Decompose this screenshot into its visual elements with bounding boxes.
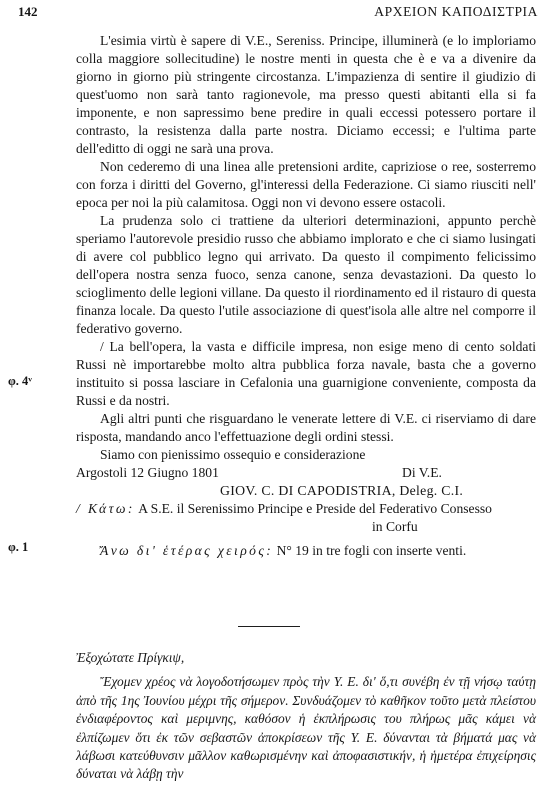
- running-title: ΑΡΧΕΙΟΝ ΚΑΠΟΔΙΣΤΡΙΑ: [374, 4, 538, 19]
- letter-paragraph-2: Non cederemo di una linea alle pretensioni ardite, capriziose o ree, sosterremo con forza i diritti del Governo, gl'interessi della Federazione. Ci siamo riusciti nell' epoca per noi la più calamitosa. Oggi non vi devono essere ostacoli.: [76, 159, 536, 210]
- annotation-line: [76, 542, 536, 560]
- closing-formula: Siamo con pienissimo ossequio e considerazione: [100, 447, 366, 462]
- section-divider: [238, 626, 300, 627]
- margin-folio-4v: φ. 4ᵛ: [8, 374, 33, 388]
- place-date: Argostoli 12 Giugno 1801: [76, 465, 219, 480]
- di-ve: Di V.E.: [402, 465, 442, 480]
- greek-salutation: Ἐξοχώτατε Πρίγκιψ,: [76, 650, 185, 665]
- signature: GIOV. C. DI CAPODISTRIA, Deleg. C.I.: [220, 483, 464, 498]
- letter-paragraph-1: L'esimia virtù è sapere di V.E., Sereniss. Principe, illuminerà (e lo imploriamo colla maggiore sollecitudine) le nostre menti in questa che è e va a divenire da giorno in giorno più stringente circostanza. L'impazienza di sentire il giudizio di quest'uomo non sarà tanto ragionevole, ma presso questi abitanti ella si fa imponente, e non sapressimo bene predire in quali eccessi potessero portare il contrasto, la resistenza dalla parte nostra. Diciamo eccessi; e l'ultima parte dell'editto di oggi ne sarà una prova.: [76, 33, 536, 156]
- annotation-text: N° 19 in tre fogli con inserte venti.: [276, 543, 467, 558]
- address-line: [76, 500, 536, 518]
- page-number: 142: [18, 4, 38, 19]
- italian-letter: [76, 32, 536, 560]
- margin-folio-1: φ. 1: [8, 540, 29, 554]
- annotation-label: Ἄνω δι' ἑτέρας χειρός:: [100, 543, 274, 558]
- letter-paragraph-4: / La bell'opera, la vasta e difficile impresa, non esige meno di cento soldati Russi nè importarebbe molto altra pubblica forza navale, basta che a governo instituito si possa lasciare in Cefalonia una guarnigione conveniente, composta da Russi e da nostri.: [76, 339, 536, 408]
- address-city: in Corfu: [372, 519, 418, 534]
- address-label: / Κάτω:: [76, 501, 135, 516]
- greek-letter: [76, 649, 536, 784]
- place-date-row: [76, 464, 536, 482]
- letter-paragraph-5: Agli altri punti che risguardano le venerate lettere di V.E. ci riserviamo di dare risposta, mandando anco l'effettuazione degli ordini stessi.: [76, 411, 536, 444]
- letter-paragraph-3: La prudenza solo ci trattiene da ulteriori determinazioni, appunto perchè speriamo l'autorevole presidio russo che abbiamo implorato e che ci siamo lusingati di avere col pubblico legno qui arrivato. Da questo il compimento felicissimo dell'opera nostra senza fuoco, senza canone, senza devastazioni. Da questo lo scioglimento delle legioni villane. Da questo il riordinamento ed il ristauro di questa finanza locale. Da questo l'utile associazione di quest'isola alle altre nel comporre il federativo governo.: [76, 213, 536, 336]
- address-text: A S.E. il Serenissimo Principe e Preside del Federativo Consesso: [138, 501, 492, 516]
- greek-paragraph: Ἔχομεν χρέος νὰ λογοδοτήσωμεν πρὸς τὴν Υ. Ε. δι' ὅ,τι συνέβη ἐν τῇ νήσῳ ταύτῃ ἀπὸ τῆς 1ης Ἰουνίου μέχρι τῆς σήμερον. Συνδυάζομεν τὸ καθῆκον τοῦτο μετὰ πλείστου ἐνδιαφέροντος καὶ μεριμνης, καθόσον ἡ ἐκπλήρωσις του πλήρως μᾶς κάμει νὰ ἐλπίζωμεν ὅτι ἐκ τῶν σεβαστῶν ἀποκρίσεων τῆς Υ. Ε. δύνανται τὰ βήματά μας νὰ λάβωσι κατεύθυνσιν μᾶλλον καθωρισμένην καὶ ἀποφασιστικήν, ἡ ἡμετέρα ἐπιχείρησις δύναται νὰ λάβῃ τὴν: [76, 674, 536, 782]
